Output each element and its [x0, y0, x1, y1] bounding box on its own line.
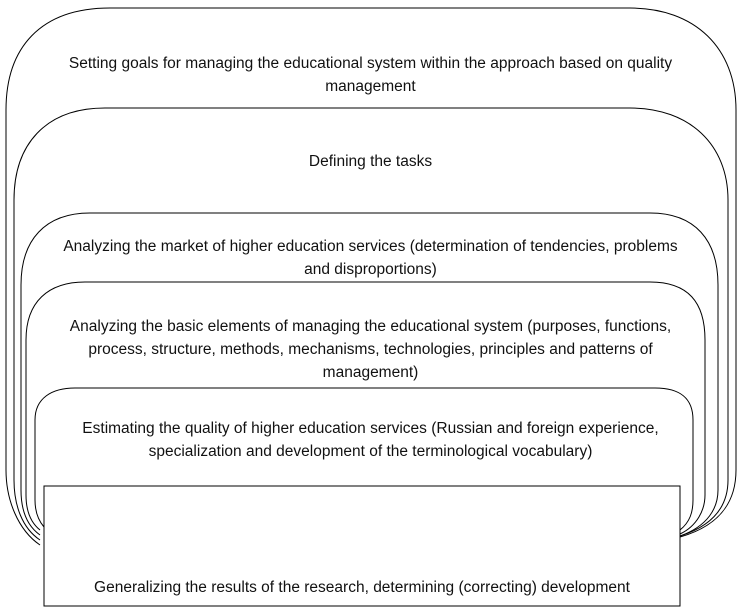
- step-3-label: Analyzing the market of higher education services (determination of tendencies, problems and disproportions): [63, 238, 678, 278]
- step-2-label: Defining the tasks: [308, 153, 433, 170]
- step-6-label: Generalizing the results of the research, determining (correcting) development: [94, 579, 630, 596]
- step-4-label: Analyzing the basic elements of managing the educational system (purposes, functions, process, structure, methods, mechanisms, technologies, principles and patterns of management): [69, 318, 672, 381]
- step-1-label: Setting goals for managing the educational system within the approach based on quality management: [68, 55, 673, 95]
- step-5-label: Estimating the quality of higher education services (Russian and foreign experience, specialization and development of the terminological vocabulary): [82, 420, 659, 460]
